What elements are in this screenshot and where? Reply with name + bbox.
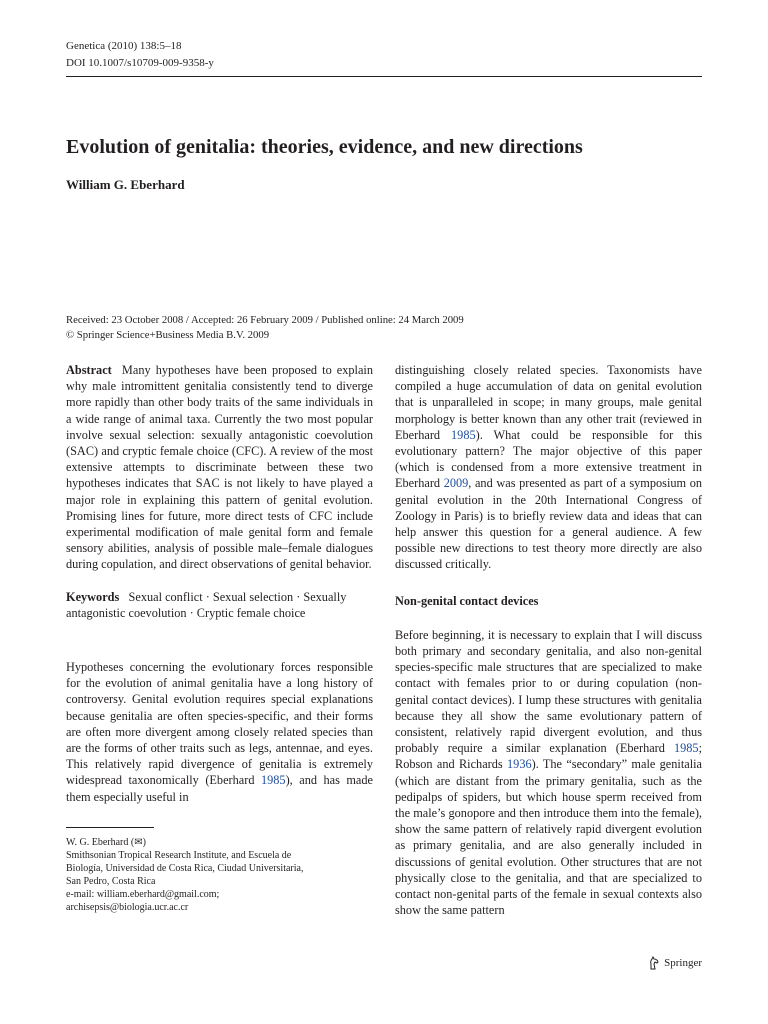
journal-citation: Genetica (2010) 138:5–18 xyxy=(66,40,182,52)
section-heading: Non-genital contact devices xyxy=(395,593,539,608)
footnote-affiliation: San Pedro, Costa Rica xyxy=(66,875,156,887)
spacer xyxy=(66,621,373,659)
keywords-text: Sexual conflict · Sexual selection · Sexually antagonistic coevolution · Cryptic female choice xyxy=(66,589,347,620)
body-text: ). The “secondary” male genitalia (which are distant from the primary genitalia, such as the pedipalps of spiders, but which house sperm received from the male’s gonopore and then introduce them into the female), show the same pattern of relatively rapid divergent evolution as primary genitalia, and are also generally included in discussions of genital evolution. Other structures that are not physically close to the genitalia, and that are specialized to contact non-genital parts of the female in sexual contexts also show the same pattern xyxy=(395,757,702,918)
springer-horse-icon xyxy=(648,956,660,970)
footnote-author: W. G. Eberhard (✉) xyxy=(66,836,146,848)
abstract-text: Many hypotheses have been proposed to explain why male intromittent genitalia consistently tend to diverge more rapidly than other body traits of the same individuals in a wide range of animal taxa. Currently the two most popular involve sexual selection: sexually antagonistic coevolution (SAC) and cryptic female choice (CFC). A review of the most extensive attempts to discriminate between these two hypotheses indicates that SAC is not likely to have played a major role in explaining this pattern of genital evolution. Promising lines for future, more direct tests of CFC include experimental modification of male genital form and female sensory abilities, analysis of possible male–female dialogues during copulation, and direct observations of genital behavior. xyxy=(66,363,373,572)
body-paragraph xyxy=(395,362,702,573)
footnote-email[interactable]: archisepsis@biologia.ucr.ac.cr xyxy=(66,901,189,913)
copyright-line: © Springer Science+Business Media B.V. 2009 xyxy=(66,329,270,341)
publisher-footer xyxy=(648,956,702,970)
body-text: Before beginning, it is necessary to explain that I will discuss both primary and secondary genitalia, and also non-genital species-specific male structures that are specialized to make contact with females prior to or during copulation (non-genital contact devices). I lump these structures with genitalia because they all show the same evolutionary pattern of consistent, relatively rapid divergent evolution, and thus probably require a similar explanation (Eberhard xyxy=(395,627,702,756)
citation-link[interactable]: 1985 xyxy=(260,773,286,788)
header-rule xyxy=(66,76,702,77)
author-footnote xyxy=(66,836,373,914)
footnote-email[interactable]: e-mail: william.eberhard@gmail.com; xyxy=(66,888,220,900)
dates-line: Received: 23 October 2008 / Accepted: 26 February 2009 / Published online: 24 March 2009 xyxy=(66,314,464,326)
publication-dates xyxy=(66,313,464,343)
footnote-rule xyxy=(66,827,154,828)
intro-paragraph xyxy=(66,659,373,805)
author-name: William G. Eberhard xyxy=(66,177,185,192)
citation-link[interactable]: 1985 xyxy=(673,741,699,756)
left-column xyxy=(66,362,373,914)
citation-link[interactable]: 2009 xyxy=(443,476,469,491)
body-text: ; Robson and Richards xyxy=(395,741,702,772)
citation-link[interactable]: 1936 xyxy=(507,757,532,772)
abstract xyxy=(66,362,373,573)
intro-text: ), and has made them especially useful in xyxy=(66,773,373,804)
abstract-label: Abstract xyxy=(66,363,112,377)
journal-header xyxy=(66,38,214,72)
keywords xyxy=(66,589,373,621)
doi[interactable]: DOI 10.1007/s10709-009-9358-y xyxy=(66,57,214,69)
article-title: Evolution of genitalia: theories, evidence, and new directions xyxy=(66,136,583,158)
body-text: distinguishing closely related species. Taxonomists have compiled a huge accumulation of data on genital evolution that is unparalleled in scope; in many groups, male genital morphology is better known than any other trait (reviewed in Eberhard xyxy=(395,363,702,442)
citation-link[interactable]: 1985 xyxy=(451,427,476,442)
footnote-affiliation: Smithsonian Tropical Research Institute, and Escuela de xyxy=(66,849,292,861)
body-text: ). What could be responsible for this evolutionary pattern? The major objective of this paper (which is condensed from a more extensive treatment in Eberhard xyxy=(395,427,703,491)
keywords-label: Keywords xyxy=(66,589,120,604)
body-paragraph xyxy=(395,627,702,919)
publisher-name: Springer xyxy=(664,957,702,969)
intro-text: Hypotheses concerning the evolutionary forces responsible for the evolution of animal genitalia have a long history of controversy. Genital evolution requires special explanations because genitalia are often species-specific, and their forms are often more divergent among closely related species than are the forms of other traits such as legs, antennae, and eyes. This relatively rapid divergence of genitalia is extremely widespread taxonomically (Eberhard xyxy=(66,660,373,788)
footnote-affiliation: Biología, Universidad de Costa Rica, Ciudad Universitaria, xyxy=(66,862,304,874)
body-text: , and was presented as part of a symposium on genital evolution in the 20th International Congress of Zoology in Paris) is to briefly review data and ideas that can help answer this question for a general audience. A few possible new directions to test theory more directly are also discussed critically. xyxy=(395,476,702,572)
right-column xyxy=(395,362,702,919)
